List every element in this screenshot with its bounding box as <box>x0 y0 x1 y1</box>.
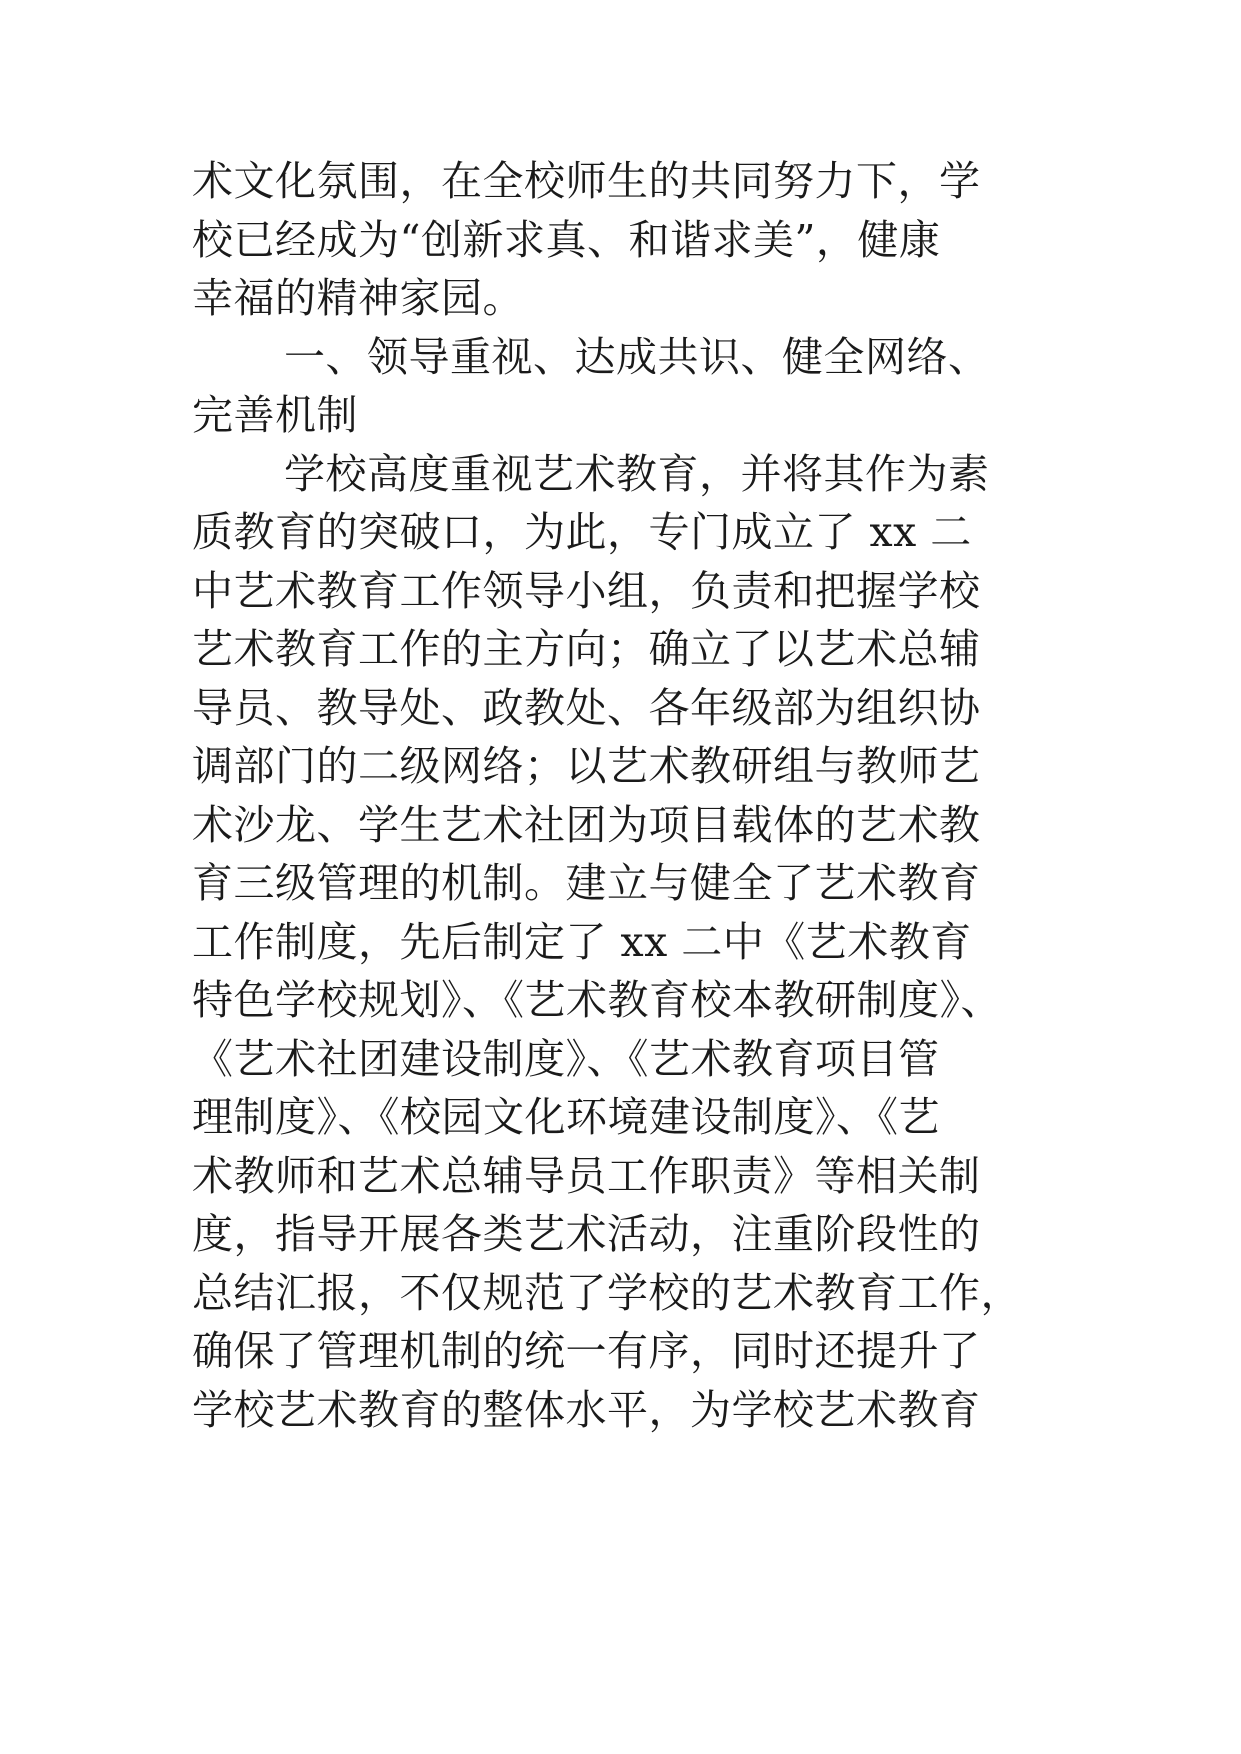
text-line: 中艺术教育工作领导小组，负责和把握学校 <box>192 566 981 615</box>
text-line: 质教育的突破口，为此，专门成立了 xx 二 <box>192 508 972 556</box>
body-text <box>192 152 1092 1439</box>
text-line: 工作制度，先后制定了 xx 二中《艺术教育 <box>192 917 972 966</box>
section-heading-line: 一、领导重视、达成共识、健全网络、 <box>284 332 990 381</box>
text-line: 理制度》、《校园文化环境建设制度》、《艺 <box>192 1093 940 1141</box>
text-line: 调部门的二级网络；以艺术教研组与教师艺 <box>192 742 981 790</box>
text-line: 特色学校规划》、《艺术教育校本教研制度》、 <box>192 976 1002 1024</box>
text-line: 术文化氛围，在全校师生的共同努力下，学 <box>192 157 981 205</box>
text-line: 艺术教育工作的主方向；确立了以艺术总辅 <box>192 625 981 673</box>
text-line: 《艺术社团建设制度》、《艺术教育项目管 <box>192 1034 940 1083</box>
paragraph-first-line: 学校高度重视艺术教育，并将其作为素 <box>284 449 990 498</box>
text-line: 术教师和艺术总辅导员工作职责》等相关制 <box>192 1151 981 1200</box>
text-line: 总结汇报，不仅规范了学校的艺术教育工作， <box>192 1268 1022 1317</box>
text-line: 度，指导开展各类艺术活动，注重阶段性的 <box>192 1210 981 1258</box>
text-line: 导员、教导处、政教处、各年级部为组织协 <box>192 683 981 732</box>
text-line: 幸福的精神家园。 <box>192 274 524 322</box>
text-line: 育三级管理的机制。建立与健全了艺术教育 <box>192 859 981 907</box>
text-line: 校已经成为“创新求真、和谐求美”，健康 <box>192 215 941 264</box>
section-heading-line: 完善机制 <box>192 391 358 439</box>
text-line: 术沙龙、学生艺术社团为项目载体的艺术教 <box>192 800 981 849</box>
text-line: 确保了管理机制的统一有序，同时还提升了 <box>192 1327 981 1375</box>
text-line: 学校艺术教育的整体水平，为学校艺术教育 <box>192 1385 981 1434</box>
